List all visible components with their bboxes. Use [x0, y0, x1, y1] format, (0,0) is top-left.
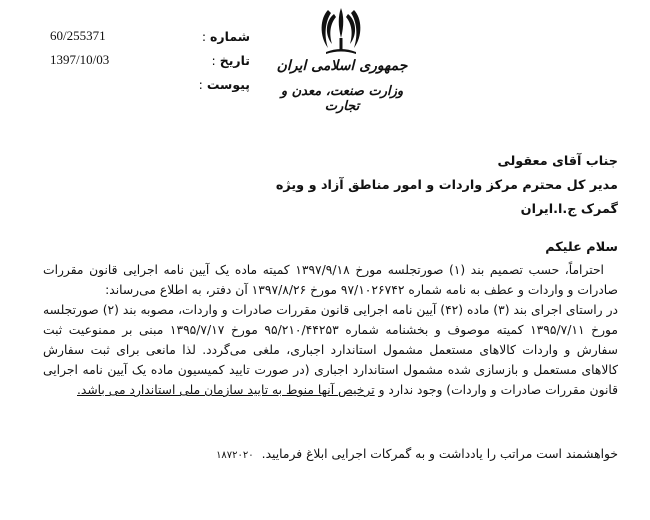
greeting: سلام علیکم — [545, 240, 618, 255]
date-row: تاریخ: 1397/10/03 — [50, 52, 250, 68]
addressee-name: جناب آقای معقولی — [497, 154, 618, 169]
closing-line — [43, 444, 618, 466]
serial-number: ۱۸۷۲۰۲۰ — [216, 450, 254, 461]
paragraph-intro: احتراماً، حسب تصمیم بند (۱) صورتجلسه مورخ ۱۳۹۷/۹/۱۸ کمیته ماده یک آیین نامه اجرایی قانون مقررات صادرات و واردات و عطف به نامه شماره ۹۷/۱۰۲۶۷۴۲ مورخ ۱۳۹۷/۸/۲۶ آن دفتر، به اطلاع می‌رساند: — [43, 263, 618, 297]
underlined-clause: ترخیص آنها منوط به تایید سازمان ملی استاندارد می باشد. — [77, 383, 375, 397]
addressee-block — [43, 150, 618, 222]
paragraph-main-text: در راستای اجرای بند (۳) ماده (۴۲) آیین نامه اجرایی قانون مقررات صادرات و واردات، مصوبه بند (۲) صورتجلسه مورخ ۱۳۹۵/۷/۱۱ کمیته موصوف و بخشنامه شماره ۹۵/۲۱۰/۴۴۲۵۳ مورخ ۱۳۹۵/۷/۱۷ مبنی بر ممنوعیت ثبت سفارش و واردات کالاهای مستعمل مشمول استاندارد اجباری، ملغی می‌گردد. لذا مانعی برای ثبت سفارش کالاهای مستعمل و بازسازی شده مشمول استاندارد اجباری (در صورت تایید کمیسیون ماده یک آیین نامه اجرایی قانون مقررات صادرات و واردات) وجود ندارد و — [43, 303, 619, 397]
issuer-block — [262, 58, 422, 114]
date-value: 1397/10/03 — [50, 52, 110, 67]
closing-text: خواهشمند است مراتب را یادداشت و به گمرکات اجرایی ابلاغ فرمایید. — [261, 447, 618, 461]
addressee-title: مدیر کل محترم مرکز واردات و امور مناطق آزاد و ویژه — [275, 178, 618, 193]
attachment-label: پیوست — [206, 76, 250, 92]
issuer-ministry: وزارت صنعت، معدن و تجارت — [280, 84, 404, 114]
number-row: شماره: 60/255371 — [50, 28, 250, 44]
attachment-row: پیوست: — [198, 76, 250, 92]
number-value: 60/255371 — [50, 28, 106, 43]
letter-body — [43, 260, 618, 400]
number-label: شماره — [210, 28, 250, 44]
paragraph-main — [43, 300, 618, 400]
addressee-organization: گمرک ج.ا.ایران — [520, 202, 618, 217]
issuer-country: جمهوری اسلامی ایران — [276, 58, 408, 74]
letter-meta — [50, 24, 250, 96]
iran-emblem-icon — [318, 4, 364, 58]
date-label: تاریخ — [219, 52, 250, 68]
